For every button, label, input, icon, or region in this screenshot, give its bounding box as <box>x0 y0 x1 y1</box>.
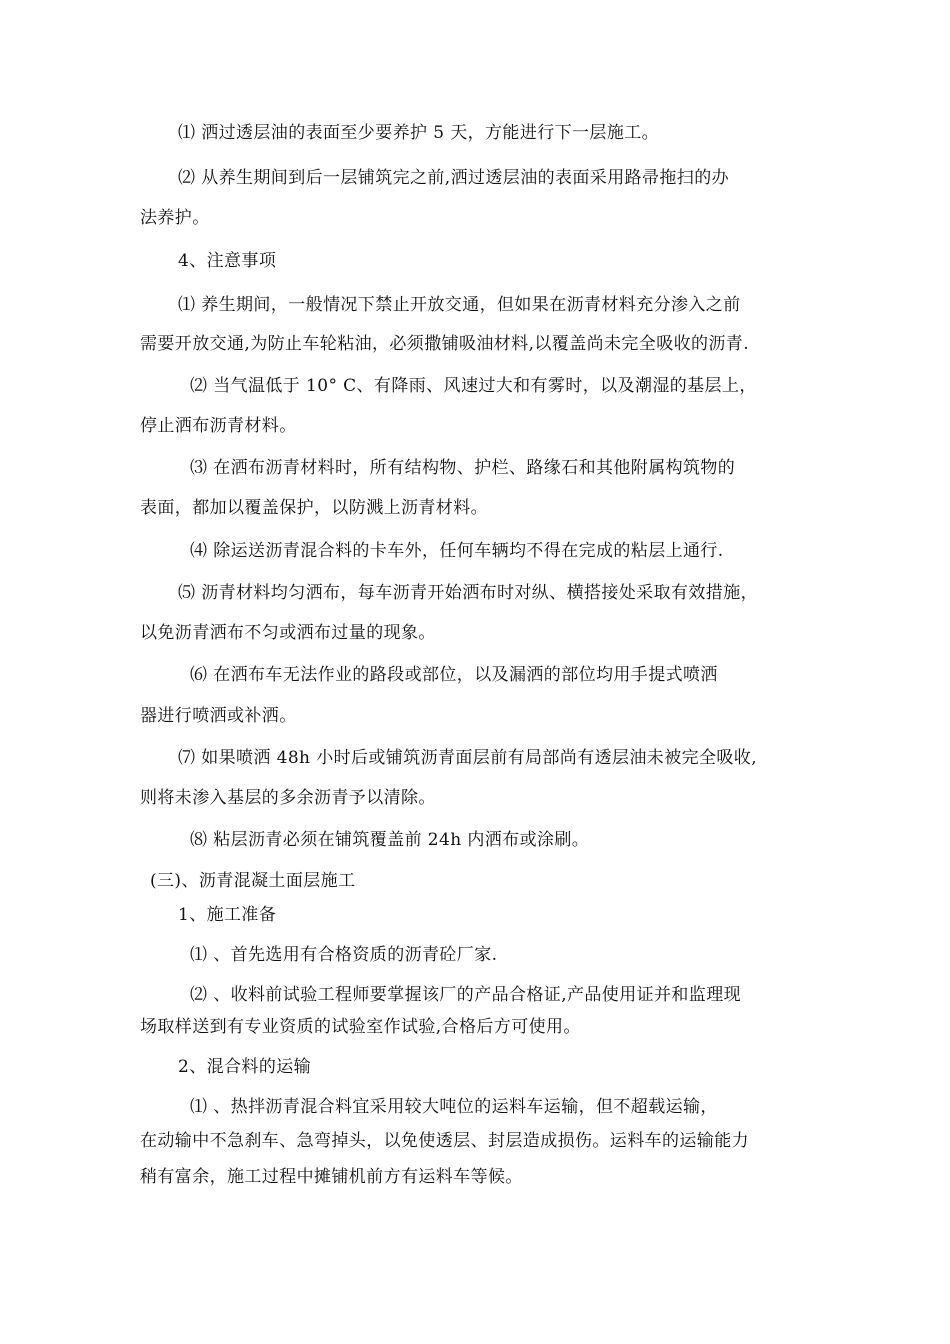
text-line: 以免沥青洒布不匀或洒布过量的现象。 <box>140 623 436 643</box>
text-line: 稍有富余，施工过程中摊铺机前方有运料车等候。 <box>140 1167 523 1187</box>
text-line: ⑶ 在洒布沥青材料时，所有结构物、护栏、路缘石和其他附属构筑物的 <box>190 458 736 478</box>
text-line: 表面，都加以覆盖保护，以防溅上沥青材料。 <box>140 498 488 518</box>
text-line: 法养护。 <box>140 208 210 228</box>
section-heading: 1、施工准备 <box>178 905 277 925</box>
text-line: ⑹ 在洒布车无法作业的路段或部位，以及漏洒的部位均用手提式喷洒 <box>190 665 718 685</box>
text-line: ⑴ 养生期间，一般情况下禁止开放交通，但如果在沥青材料充分渗入之前 <box>178 295 741 315</box>
text-line: ⑴ 、首先选用有合格资质的沥青砼厂家. <box>190 945 498 965</box>
text-line: ⑵ 当气温低于 10° C、有降雨、风速过大和有雾时，以及潮湿的基层上， <box>190 376 757 396</box>
text-line: ⑺ 如果喷洒 48h 小时后或铺筑沥青面层前有局部尚有透层油未被完全吸收, <box>178 748 757 768</box>
text-line: ⑸ 沥青材料均匀洒布，每车沥青开始洒布时对纵、横搭接处采取有效措施， <box>178 583 759 603</box>
text-line: 停止洒布沥青材料。 <box>140 416 297 436</box>
text-line: ⑷ 除运送沥青混合料的卡车外，任何车辆均不得在完成的粘层上通行. <box>190 541 724 561</box>
text-line: ⑵ 从养生期间到后一层铺筑完之前,洒过透层油的表面采用路帚拖扫的办 <box>178 168 730 188</box>
section-heading: (三)、沥青混凝土面层施工 <box>150 871 356 891</box>
text-line: 需要开放交通,为防止车轮粘油，必须撒铺吸油材料,以覆盖尚未完全吸收的沥青. <box>140 334 750 354</box>
section-heading: 4、注意事项 <box>178 251 277 271</box>
section-heading: 2、混合料的运输 <box>178 1057 312 1077</box>
text-line: ⑻ 粘层沥青必须在铺筑覆盖前 24h 内洒布或涂刷。 <box>190 830 590 850</box>
text-line: ⑵ 、收料前试验工程师要掌握该厂的产品合格证,产品使用证并和监理现 <box>190 985 742 1005</box>
text-line: 则将未渗入基层的多余沥青予以清除。 <box>140 788 436 808</box>
text-line: 场取样送到有专业资质的试验室作试验,合格后方可使用。 <box>140 1017 581 1037</box>
text-line: ⑴ 洒过透层油的表面至少要养护 5 天，方能进行下一层施工。 <box>178 123 660 143</box>
text-line: 在动输中不急刹车、急弯掉头，以免使透层、封层造成损伤。运料车的运输能力 <box>140 1131 749 1151</box>
text-line: ⑴ 、热拌沥青混合料宜采用较大吨位的运料车运输，但不超载运输， <box>190 1097 718 1117</box>
text-line: 器进行喷洒或补洒。 <box>140 706 297 726</box>
